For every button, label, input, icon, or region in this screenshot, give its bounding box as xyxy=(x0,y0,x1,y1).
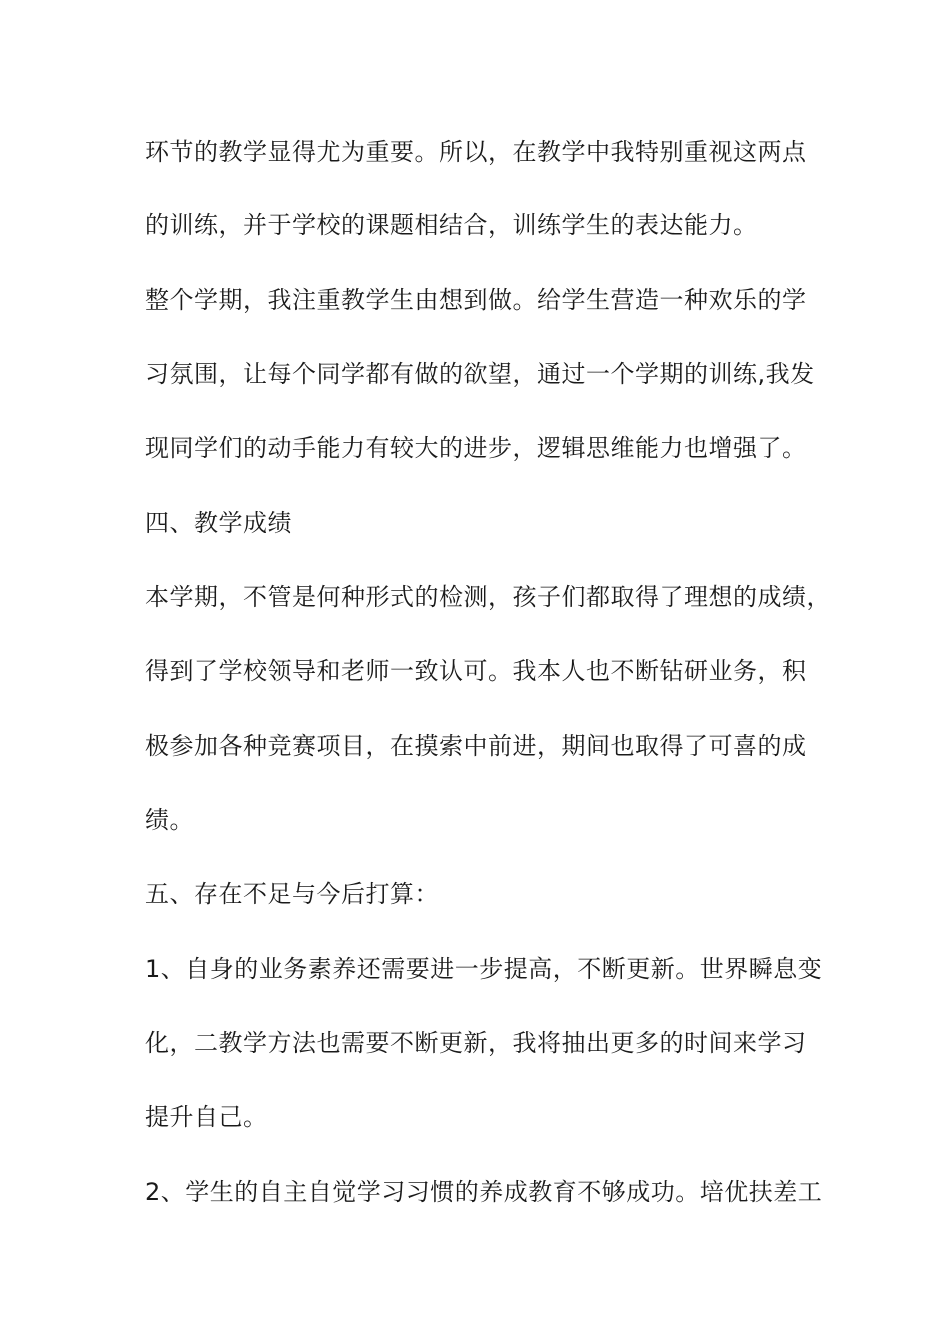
paragraph-line: 绩。 xyxy=(145,806,194,834)
paragraph-line: 整个学期，我注重教学生由想到做。给学生营造一种欢乐的学 xyxy=(145,286,807,314)
paragraph-line: 本学期，不管是何种形式的检测，孩子们都取得了理想的成绩， xyxy=(145,583,831,611)
paragraph-line: 2、学生的自主自觉学习习惯的养成教育不够成功。培优扶差工 xyxy=(145,1178,823,1206)
paragraph-line: 现同学们的动手能力有较大的进步，逻辑思维能力也增强了。 xyxy=(145,434,807,462)
paragraph-line: 化，二教学方法也需要不断更新，我将抽出更多的时间来学习 xyxy=(145,1029,807,1057)
paragraph-line: 提升自己。 xyxy=(145,1103,268,1131)
paragraph-line: 环节的教学显得尤为重要。所以，在教学中我特别重视这两点 xyxy=(145,138,807,166)
paragraph-line: 得到了学校领导和老师一致认可。我本人也不断钻研业务，积 xyxy=(145,657,807,685)
section-heading: 四、教学成绩 xyxy=(145,509,292,537)
paragraph-line: 习氛围，让每个同学都有做的欲望，通过一个学期的训练,我发 xyxy=(145,360,815,388)
section-heading: 五、存在不足与今后打算： xyxy=(145,880,439,908)
paragraph-line: 的训练，并于学校的课题相结合，训练学生的表达能力。 xyxy=(145,211,758,239)
paragraph-line: 极参加各种竞赛项目，在摸索中前进，期间也取得了可喜的成 xyxy=(145,732,807,760)
paragraph-line: 1、自身的业务素养还需要进一步提高，不断更新。世界瞬息变 xyxy=(145,955,823,983)
